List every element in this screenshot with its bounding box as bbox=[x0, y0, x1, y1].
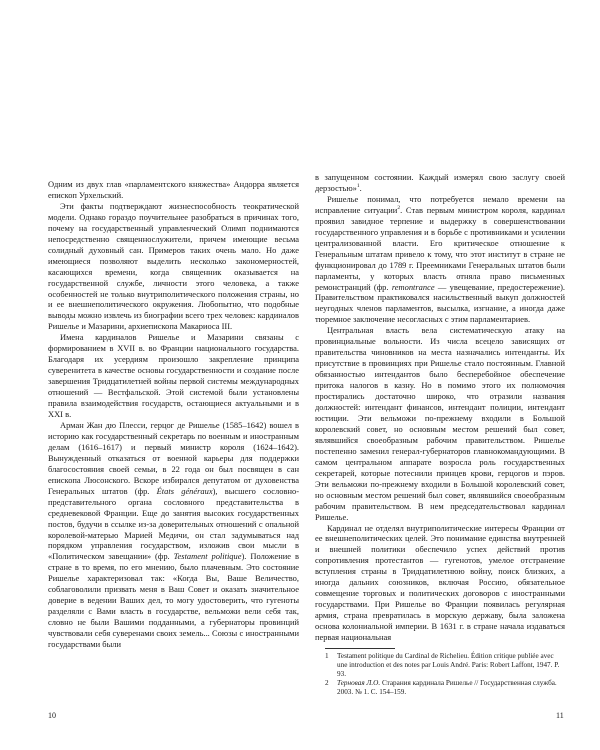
footnote bbox=[315, 679, 565, 697]
left-page-text bbox=[48, 179, 299, 650]
paragraph bbox=[315, 172, 565, 194]
italic-term: Терновая Л.О. bbox=[337, 679, 381, 688]
paragraph bbox=[48, 201, 299, 332]
text-run: Testament politique du Cardinal de Richelieu. Édition critique publiée avec une introduction et des notes par Louis André. Paris: Robert Laffont, 1947. P. 93. bbox=[337, 651, 560, 679]
footnote-number: 1 bbox=[325, 651, 329, 660]
right-page-text bbox=[315, 172, 565, 697]
footnote bbox=[315, 652, 565, 679]
footnote-ref: 2 bbox=[397, 205, 401, 212]
paragraph bbox=[315, 325, 565, 522]
text-run: Имена кардиналов Ришелье и Мазарини связаны с формированием в XVII в. во Франции национального государства. Благодаря их усердиям произошло закрепление принципа суверенитета в качестве основы государственности и создание после завершения Тридцатилетней войны первой системы международных отношений — Вестфальской. Этой системой были установлены правила взаимодействия государств, остающиеся актуальными и в XXI в. bbox=[48, 332, 299, 420]
text-run: Кардинал не отделял внутриполитические интересы Франции от ее внешнеполитических целей. Это понимание единства внутренней и внешней политики обеспечило успех действий против сопротивления протестантов — гугенотов, умелое отстранение вступления страны в Тридцатилетнюю войну, поиск близких, а иногда дальних союзников, включая Россию, обязательное совмещение торговых и политических договоров с иностранными государствами. При Ришелье во Франции появилась регулярная армия, страна превратилась в морскую державу, была заложена основа колониальной империи. В 1631 г. в стране начала издаваться первая национальная bbox=[315, 522, 565, 643]
paragraph bbox=[48, 179, 299, 201]
text-run: Ришелье понимал, что потребуется немало времени на исправление ситуации bbox=[315, 193, 565, 215]
text-run: ). Положение в стране в то время, по его мнению, было плачевным. Это состояние Ришелье характеризовал так: «Когда Вы, Ваше Величество, соблаговолили призвать меня в Ваш Совет и оказать значительное доверие в ведении Ваших дел, то могу удостоверить, что гугеноты разделяли с Вами власть в государстве, вельможи вели себя так, словно не были Вашими подданными, а губернаторы провинций чувствовали себя суверенами своих земель... Союзы с иностранными государствами были bbox=[48, 551, 299, 650]
text-run: ), высшего сословно-представительного органа сословного представительства в средневековой Франции. Еще до занятия высоких государственных постов, будучи в ссылке из-за доверительных отношений с опальной королевой-матерью Марией Медичи, он стал задумываться над порядком управления государством, изложив свои мысли в «Политическом завещании» (фр. bbox=[48, 485, 299, 562]
text-run: — увещевание, предостережение). Правительством практиковался насильственный выкуп должностей неугодных членов парламентов, высылка, изгнание, а иногда даже тюремное заключение несогласных с этим парламентариев. bbox=[315, 281, 565, 325]
paragraph bbox=[48, 332, 299, 420]
footnote-text bbox=[337, 679, 565, 697]
text-run: . Став первым министром короля, кардинал проявил завидное терпение и выдержку в совершенствовании государственного управления и в борьбе с противниками и усилении централизованной власти. Его критическое отношение к Генеральным штатам привело к тому, что этот институт в стране не функционировал до 1789 г. Преемниками Генеральных штатов были парламенты, у которых власть отняла право письменных ремонстранций (фр. bbox=[315, 204, 566, 292]
text-run: Одним из двух глав «парламентского княжества» Андорра является епископ Урхельский. bbox=[48, 179, 299, 200]
text-run: Эти факты подтверждают жизнеспособность теократической модели. Однако гораздо поучительнее разобраться в причинах того, почему на государственный управленческий Олимп поднимаются непосредственно священнослужители, причем имеющие весьма солидный духовный сан. Примеров таких очень мало. Но даже имеющиеся позволяют выделить несколько закономерностей, касающихся времени, когда священник оказывается на государственной службе, личности этого человека, а также особенностей не только внутриполитического положения страны, но и ее внешнеполитического окружения. Любопытно, что подобные выводы можно извлечь из биографии всего трех человек: кардиналов Ришелье и Мазарини, архиепископа Макариоса III. bbox=[48, 200, 299, 332]
italic-term: Testament politique bbox=[173, 551, 242, 562]
footnote-separator bbox=[325, 648, 395, 649]
page-number-left: 10 bbox=[48, 711, 56, 720]
paragraph bbox=[315, 194, 565, 325]
paragraph bbox=[315, 523, 565, 643]
footnote-text bbox=[337, 652, 565, 679]
text-run: Арман Жан дю Плесси, герцог де Ришелье (1585–1642) вошел в историю как государственный секретарь по военным и иностранным делам (1616–1617) и первый министр короля (1624–1642). Вынужденный отказаться от военной карьеры для поддержки благосостояния своей семьи, в 22 года он был посвящен в сан епископа Люсонского. Вскоре избирался депутатом от духовенства Генеральных штатов (фр. bbox=[48, 419, 299, 496]
footnote-ref: 1 bbox=[356, 183, 360, 190]
page-number-right: 11 bbox=[556, 711, 564, 720]
text-run: в запущенном состоянии. Каждый измерял свою заслугу своей дерзостью» bbox=[315, 172, 565, 193]
text-run: . bbox=[359, 182, 362, 193]
paragraph bbox=[48, 420, 299, 650]
text-run: Старания кардинала Ришелье // Государственная служба. 2003. № 1. С. 154–159. bbox=[337, 679, 557, 697]
footnote-number: 2 bbox=[325, 679, 329, 688]
italic-term: remontrance bbox=[391, 281, 435, 292]
italic-term: États généraux bbox=[156, 485, 213, 496]
text-run: Центральная власть вела систематическую атаку на провинциальные вольности. Из числа всецело зависящих от правительства чиновников на места назначались интенданты. Их присутствие в провинциях при Ришелье стало постоянным. Главной обязанностью интендантов было бесперебойное обеспечение притока налогов в казну. Но в помимо этого их полномочия простирались достаточно широко, что отразили названия должностей: интендант финансов, интендант полиции, интендант юстиции. Эти вельможи по-прежнему входили в Большой королевский совет, но основным местом решений был совет, являвшийся своеобразным рабочим правительством. Ришелье постепенно заменил генерал-губернаторов главнокомандующими. В самом центральном аппарате возросла роль государственных секретарей, которые потеснили принцев крови, герцогов и пэров. Эти вельможи по-прежнему входили в Большой королевский совет, но основным местом решений был совет, являвшийся своеобразным рабочим правительством. В нем председательствовал кардинал Ришелье. bbox=[315, 325, 565, 522]
